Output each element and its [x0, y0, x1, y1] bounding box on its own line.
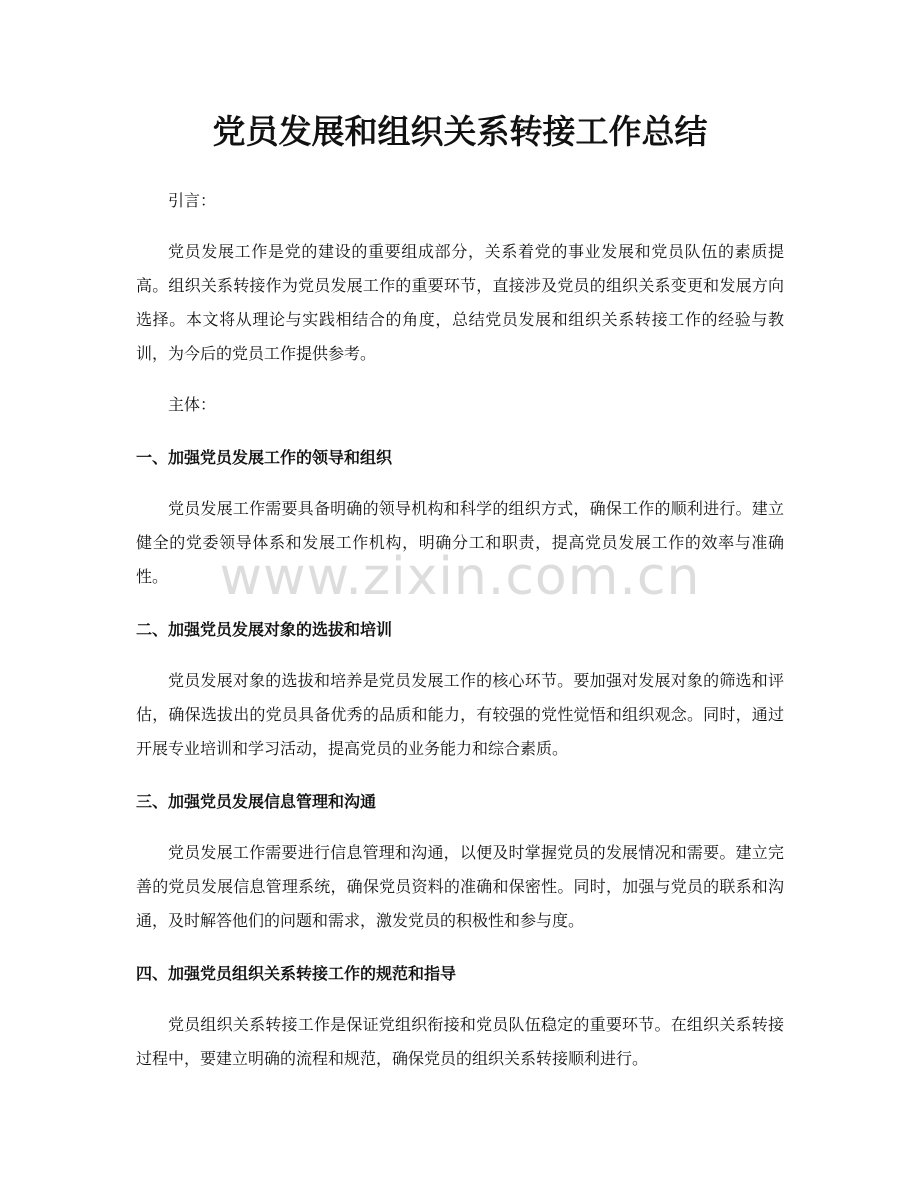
document-title: 党员发展和组织关系转接工作总结	[212, 112, 708, 151]
intro-paragraph: 党员发展工作是党的建设的重要组成部分，关系着党的事业发展和党员队伍的素质提高。组织关系转接作为党员发展工作的重要环节，直接涉及党员的组织关系变更和发展方向选择。本文将从理论与实践相结合的角度，总结党员发展和组织关系转接工作的经验与教训，为今后的党员工作提供参考。	[136, 242, 784, 363]
section-1-heading: 一、加强党员发展工作的领导和组织	[136, 448, 393, 467]
section-4-paragraph: 党员组织关系转接工作是保证党组织衔接和党员队伍稳定的重要环节。在组织关系转接过程中，要建立明确的流程和规范，确保党员的组织关系转接顺利进行。	[136, 1015, 784, 1068]
watermark-text: www.zixin.com.cn	[219, 547, 701, 607]
section-3-heading: 三、加强党员发展信息管理和沟通	[136, 792, 377, 811]
section-3-paragraph: 党员发展工作需要进行信息管理和沟通，以便及时掌握党员的发展情况和需要。建立完善的党员发展信息管理系统，确保党员资料的准确和保密性。同时，加强与党员的联系和沟通，及时解答他们的问题和需求，激发党员的积极性和参与度。	[136, 843, 784, 930]
document-body	[136, 184, 784, 1076]
section-2-heading: 二、加强党员发展对象的选拔和培训	[136, 620, 393, 639]
section-1-paragraph: 党员发展工作需要具备明确的领导机构和科学的组织方式，确保工作的顺利进行。建立健全的党委领导体系和发展工作机构，明确分工和职责，提高党员发展工作的效率与准确性。	[136, 499, 784, 586]
section-2-paragraph: 党员发展对象的选拔和培养是党员发展工作的核心环节。要加强对发展对象的筛选和评估，确保选拔出的党员具备优秀的品质和能力，有较强的党性觉悟和组织观念。同时，通过开展专业培训和学习活动，提高党员的业务能力和综合素质。	[136, 671, 784, 758]
section-4-heading: 四、加强党员组织关系转接工作的规范和指导	[136, 964, 457, 983]
intro-label: 引言：	[168, 191, 217, 210]
body-label: 主体：	[168, 395, 217, 414]
